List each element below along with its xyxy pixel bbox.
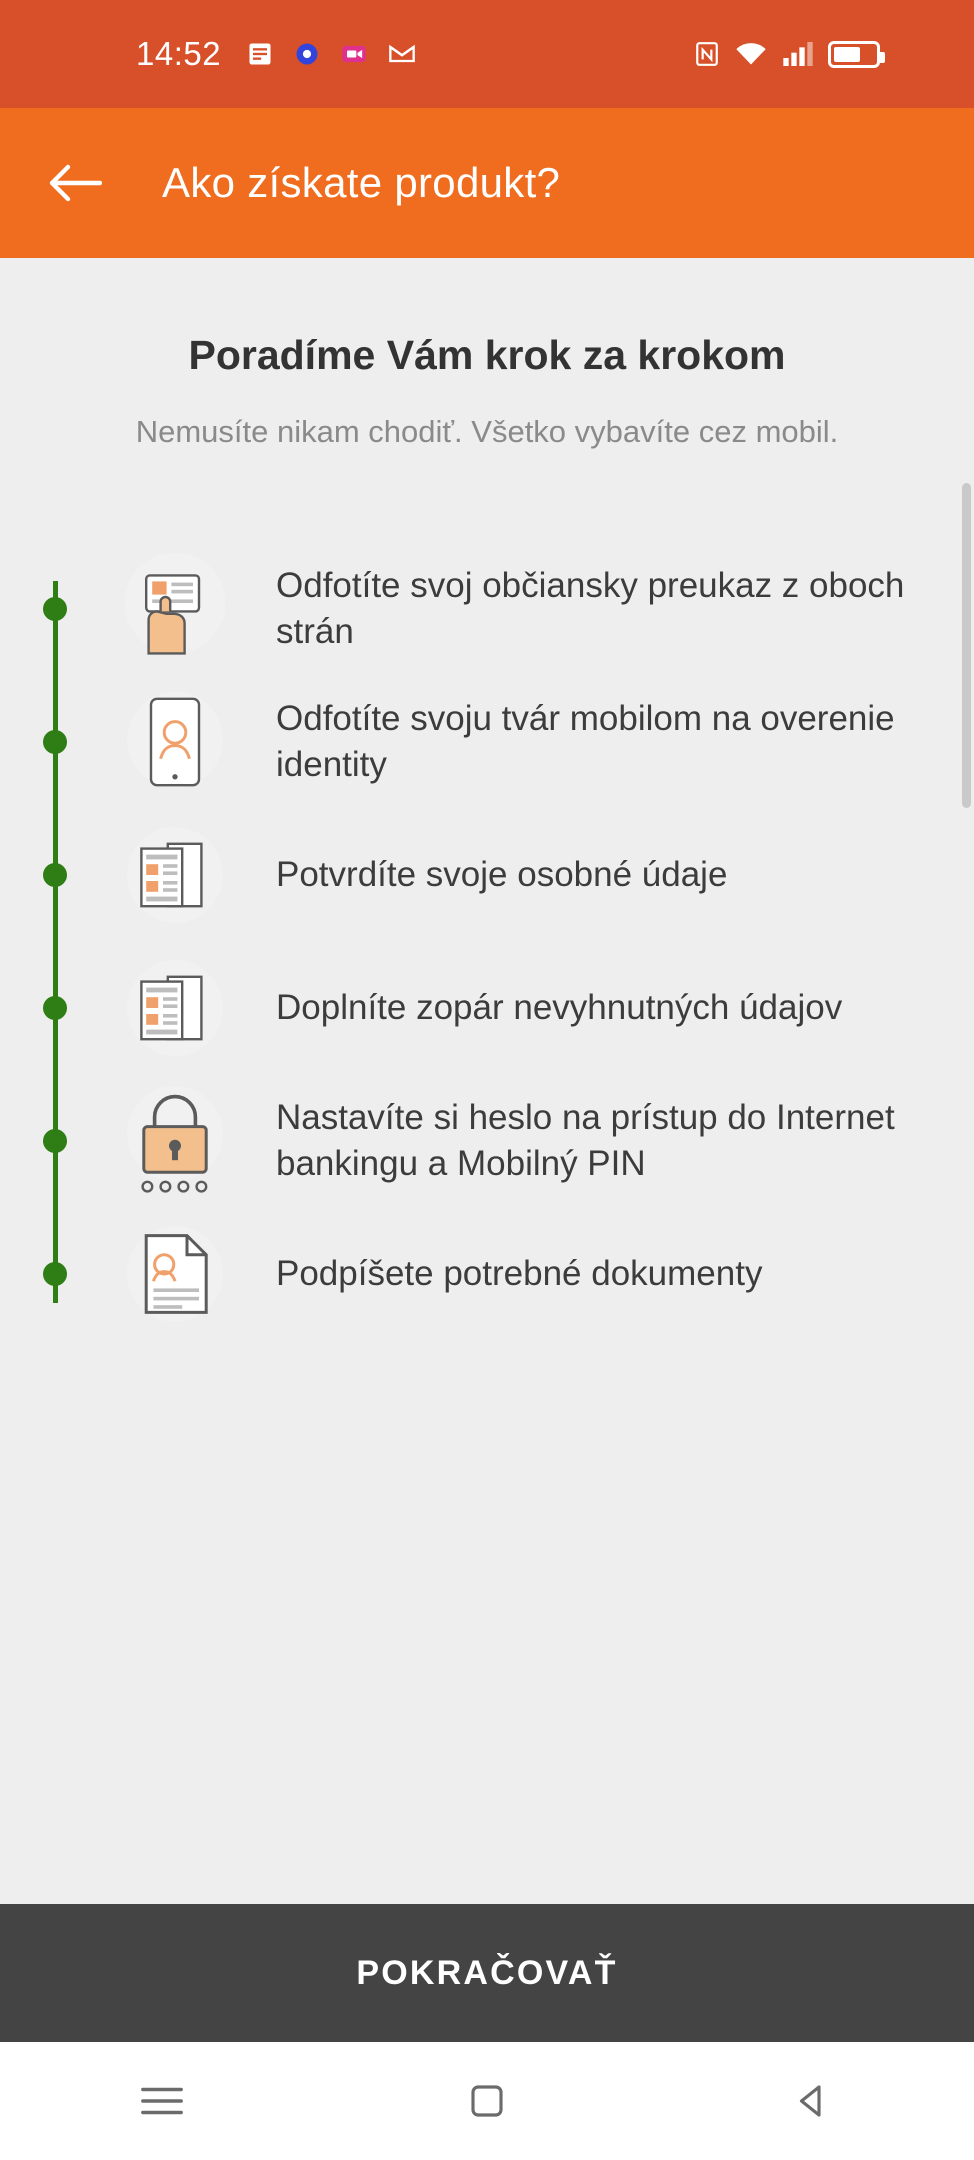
- content-area: [0, 258, 974, 1904]
- back-arrow-icon[interactable]: [40, 148, 110, 218]
- video-message-icon: [340, 40, 368, 68]
- list-item: [0, 809, 974, 942]
- headline: Poradíme Vám krok za krokom: [188, 332, 786, 378]
- padlock-icon: [110, 1076, 240, 1206]
- notes-icon: [246, 40, 274, 68]
- nfc-icon: [694, 40, 720, 68]
- selfie-phone-icon: [110, 677, 240, 807]
- gmail-icon: [387, 40, 417, 68]
- list-item: [0, 1075, 974, 1208]
- step-label: Potvrdíte svoje osobné údaje: [276, 855, 728, 895]
- step-dot-wrap: [0, 597, 110, 621]
- signal-bars-icon: [782, 40, 814, 68]
- system-nav-bar: [0, 2042, 974, 2160]
- id-card-hand-icon: [110, 544, 240, 674]
- step-label: Doplníte zopár nevyhnutných údajov: [276, 988, 843, 1028]
- step-label: Odfotíte svoju tvár mobilom na overenie identity: [276, 698, 895, 785]
- wifi-icon: [734, 40, 768, 68]
- step-dot-wrap: [0, 863, 110, 887]
- step-dot: [43, 996, 67, 1020]
- step-dot: [43, 863, 67, 887]
- subheadline: Nemusíte nikam chodiť. Všetko vybavíte cez mobil.: [135, 414, 839, 449]
- step-dot-wrap: [0, 1262, 110, 1286]
- step-dot: [43, 597, 67, 621]
- signed-document-icon: [110, 1209, 240, 1339]
- step-dot: [43, 1262, 67, 1286]
- status-left-icons: [246, 40, 417, 68]
- documents-icon: [110, 943, 240, 1073]
- step-dot-wrap: [0, 996, 110, 1020]
- list-item: [0, 942, 974, 1075]
- step-label: Odfotíte svoj občiansky preukaz z oboch strán: [276, 565, 905, 652]
- home-square-icon[interactable]: [427, 2061, 547, 2141]
- back-triangle-icon[interactable]: [752, 2061, 872, 2141]
- page-title: Ako získate produkt?: [162, 159, 561, 206]
- status-right-icons: [694, 40, 880, 68]
- steps-list: [0, 543, 974, 1341]
- list-item: [0, 676, 974, 809]
- battery-icon: [828, 41, 880, 68]
- list-item: [0, 1208, 974, 1341]
- status-bar: [0, 0, 974, 108]
- continue-button[interactable]: [0, 1904, 974, 2042]
- list-item: [0, 543, 974, 676]
- continue-button-label: POKRAČOVAŤ: [356, 1953, 618, 1992]
- step-label: Nastavíte si heslo na prístup do Internet bankingu a Mobilný PIN: [276, 1097, 895, 1184]
- step-label: Podpíšete potrebné dokumenty: [276, 1254, 763, 1294]
- step-dot: [43, 730, 67, 754]
- app-bar: [0, 108, 974, 258]
- menu-icon[interactable]: [102, 2061, 222, 2141]
- documents-icon: [110, 810, 240, 940]
- step-dot-wrap: [0, 730, 110, 754]
- status-clock: 14:52: [136, 35, 222, 72]
- step-dot-wrap: [0, 1129, 110, 1153]
- settings-gear-icon: [293, 40, 321, 68]
- step-dot: [43, 1129, 67, 1153]
